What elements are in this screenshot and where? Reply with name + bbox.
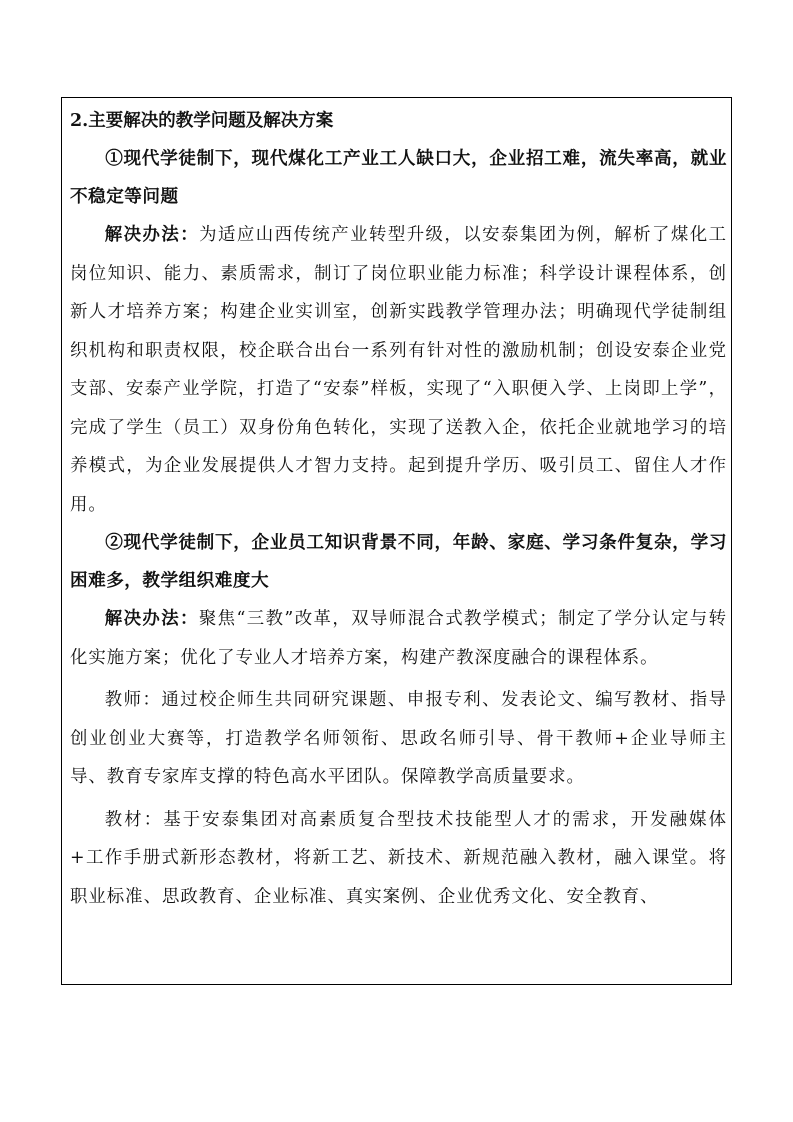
materials-paragraph: 教材：基于安泰集团对高素质复合型技术技能型人才的需求，开发融媒体+工作手册式新形态教材，将新工艺、新技术、新规范融入教材，融入课堂。将职业标准、思政教育、企业标准、真实案例、企业优秀文化、安全教育、 bbox=[70, 809, 727, 907]
document-body bbox=[62, 98, 731, 916]
problem-1-solution bbox=[70, 216, 727, 524]
problem-2-solution bbox=[70, 600, 727, 677]
solution-text: 聚焦“三教”改革，双导师混合式教学模式；制定了学分认定与转化实施方案；优化了专业人才培养方案，构建产教深度融合的课程体系。 bbox=[70, 609, 727, 668]
content-table-cell bbox=[61, 97, 732, 985]
problem-1-heading: ①现代学徒制下，现代煤化工产业工人缺口大，企业招工难，流失率高，就业不稳定等问题 bbox=[70, 148, 727, 207]
section-title: 2.主要解决的教学问题及解决方案 bbox=[70, 111, 334, 131]
solution-label: 解决办法： bbox=[104, 609, 199, 629]
problem-2-heading: ②现代学徒制下，企业员工知识背景不同，年龄、家庭、学习条件复杂，学习困难多，教学组织难度大 bbox=[70, 532, 727, 591]
solution-text: 为适应山西传统产业转型升级，以安泰集团为例，解析了煤化工岗位知识、能力、素质需求，制订了岗位职业能力标准；科学设计课程体系，创新人才培养方案；构建企业实训室，创新实践教学管理办法；明确现代学徒制组织机构和职责权限，校企联合出台一系列有针对性的激励机制；创设安泰企业党支部、安泰产业学院，打造了“安泰”样板，实现了“入职便入学、上岗即上学”，完成了学生（员工）双身份角色转化，实现了送教入企，依托企业就地学习的培养模式，为企业发展提供人才智力支持。起到提升学历、吸引员工、留住人才作用。 bbox=[70, 225, 727, 515]
solution-label: 解决办法： bbox=[104, 225, 200, 245]
teachers-paragraph: 教师：通过校企师生共同研究课题、申报专利、发表论文、编写教材、指导创业创业大赛等，打造教学名师领衔、思政名师引导、骨干教师+企业导师主导、教育专家库支撑的特色高水平团队。保障教学高质量要求。 bbox=[70, 690, 727, 787]
